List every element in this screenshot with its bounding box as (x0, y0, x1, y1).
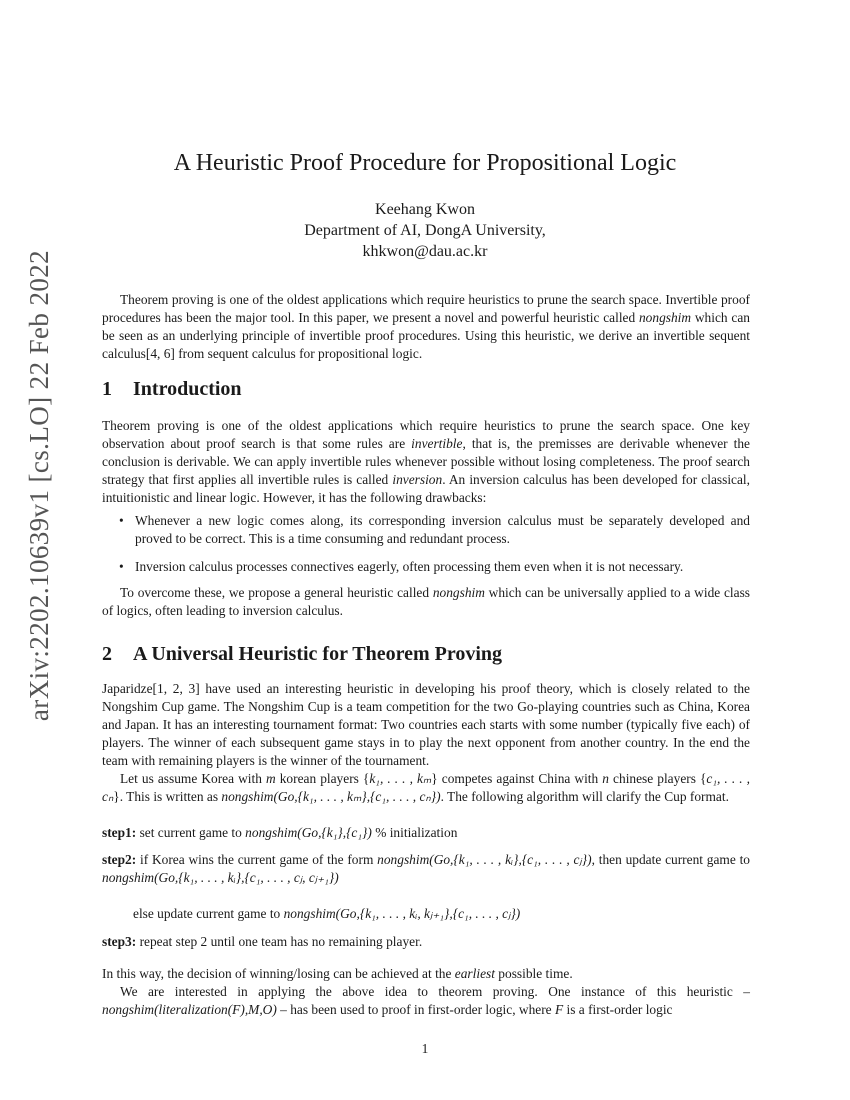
abstract-text: Theorem proving is one of the oldest applications which require heuristics to prune the search space. Invertible proof procedures has been the major tool. In this paper, we present a novel and powerful heuristic called (102, 292, 750, 325)
algorithm-step-2-else (102, 905, 750, 923)
page-number: 1 (421, 1041, 429, 1056)
step-label: step2: (102, 852, 137, 867)
intro-paragraph-1 (102, 417, 750, 507)
step-text: repeat step 2 until one team has no remaining player. (136, 934, 423, 949)
abstract-emphasis: nongshim (638, 310, 692, 325)
author-block (0, 199, 850, 262)
emphasis: inversion (392, 472, 443, 487)
paragraph-text: which can be universally applied to a wide class of logics, often leading to inversion calculus. (102, 585, 750, 618)
step-text: , then update current game to (591, 852, 750, 867)
paragraph-text: possible time. (494, 966, 573, 981)
arxiv-identifier-text: arXiv:2202.10639v1 [cs.LO] 22 Feb 2022 (24, 249, 55, 721)
abstract-text: which can be seen as an underlying principle of invertible proof procedures. Using this heuristic, we derive an invertible sequent calculus[4, 6] from sequent calculus for propositional logic. (102, 310, 750, 361)
algorithm-step-3 (102, 933, 750, 951)
algorithm-step-2 (102, 851, 750, 887)
math-variable: F (554, 1002, 564, 1017)
list-item-text: Whenever a new logic comes along, its corresponding inversion calculus must be separately developed and proved to be correct. This is a time consuming and redundant process. (135, 513, 750, 546)
section2-paragraph-2 (102, 770, 750, 806)
emphasis: nongshim(literalization(F),M,O) (102, 1002, 277, 1017)
math-expression: nongshim(Go,{k₁, . . . , kₘ},{c₁, . . . , cₙ}) (221, 789, 441, 804)
emphasis: invertible (411, 436, 463, 451)
intro-paragraph-2 (102, 584, 750, 620)
section2-paragraph-3 (102, 965, 750, 983)
author-affiliation: Department of AI, DongA University, (304, 222, 546, 239)
algorithm-step-1 (102, 824, 750, 842)
paragraph-text: . The following algorithm will clarify the Cup format. (440, 789, 729, 804)
paragraph-text: chinese players { (609, 771, 707, 786)
emphasis: nongshim (432, 585, 485, 600)
else-branch (102, 905, 750, 923)
bullet-marker: • (119, 559, 124, 574)
drawbacks-list (102, 512, 750, 576)
paragraph-text: , that is, the premisses are derivable whenever the conclusion is derivable. We can apply invertible rules whenever possible without losing completeness. The proof search strategy that first applies all invertible rules is called (102, 436, 750, 487)
paper-title: A Heuristic Proof Procedure for Propositional Logic (173, 150, 677, 176)
arxiv-identifier-stamp (18, 249, 62, 721)
emphasis: earliest (454, 966, 495, 981)
section-heading-universal-heuristic (102, 643, 502, 666)
math-expression: nongshim(Go,{k₁, . . . , kᵢ},{c₁, . . . , cⱼ}) (377, 852, 592, 867)
paragraph-text: To overcome these, we propose a general heuristic called (120, 585, 433, 600)
paragraph-text: Theorem proving is one of the oldest applications which require heuristics to prune the search space. One key observation about proof search is that some rules are (102, 418, 750, 451)
section2-paragraph-1: Japaridze[1, 2, 3] have used an interesting heuristic in developing his proof theory, which is closely related to the Nongshim Cup game. The Nongshim Cup is a team competition for the two Go-playing countries such as China, Korea and Japan. It has an interesting tournament format: Two countries each starts with some number (typically five each) of players. The winner of each subsequent game stays in to play the next opponent from another country. In the end the team with remaining players is the winner of the tournament. (102, 681, 750, 768)
step-text: % initialization (371, 825, 458, 840)
paragraph-text: . An inversion calculus has been developed for classical, intuitionistic and linear logic. However, it has the following drawbacks: (102, 472, 750, 505)
author-name: Keehang Kwon (375, 201, 475, 218)
step-label: step3: (102, 934, 137, 949)
section-number: 1 (102, 378, 112, 400)
paragraph-text: In this way, the decision of winning/losing can be achieved at the (102, 966, 455, 981)
math-variable: m (265, 771, 276, 786)
math-expression: nongshim(Go,{k₁, . . . , kᵢ, kⱼ₊₁},{c₁, . . . , cⱼ}) (283, 906, 521, 921)
paragraph-text: We are interested in applying the above idea to theorem proving. One instance of this heuristic – (120, 984, 750, 999)
bullet-marker: • (119, 513, 124, 528)
math-variable: n (602, 771, 609, 786)
abstract (102, 291, 750, 363)
paragraph-text: } competes against China with (431, 771, 603, 786)
step-label: step1: (102, 825, 137, 840)
step-text: else update current game to (133, 906, 284, 921)
section-heading-introduction (102, 378, 242, 401)
section2-paragraph-4 (102, 983, 750, 1019)
paragraph-text: – has been used to proof in first-order logic, where (276, 1002, 555, 1017)
paragraph-text: Let us assume Korea with (120, 771, 266, 786)
step-text: if Korea wins the current game of the form (136, 852, 378, 867)
paragraph-text: is a first-order logic (563, 1002, 673, 1017)
step-text: set current game to (136, 825, 246, 840)
math-set: c₁, . . . , cₙ (102, 771, 750, 804)
author-email: khkwon@dau.ac.kr (362, 243, 488, 260)
section-title: A Universal Heuristic for Theorem Proving (133, 643, 503, 665)
section-title: Introduction (133, 378, 242, 400)
list-item (102, 558, 750, 576)
math-expression: nongshim(Go,{k₁, . . . , kᵢ},{c₁, . . . , cⱼ, cⱼ₊₁}) (102, 870, 339, 885)
section-number: 2 (102, 643, 112, 665)
list-item (102, 512, 750, 548)
paragraph-text: korean players { (275, 771, 370, 786)
math-set: k₁, . . . , kₘ (369, 771, 432, 786)
list-item-text: Inversion calculus processes connectives eagerly, often processing them even when it is not necessary. (135, 559, 684, 574)
paragraph-text: }. This is written as (113, 789, 222, 804)
math-expression: nongshim(Go,{k₁},{c₁}) (245, 825, 372, 840)
